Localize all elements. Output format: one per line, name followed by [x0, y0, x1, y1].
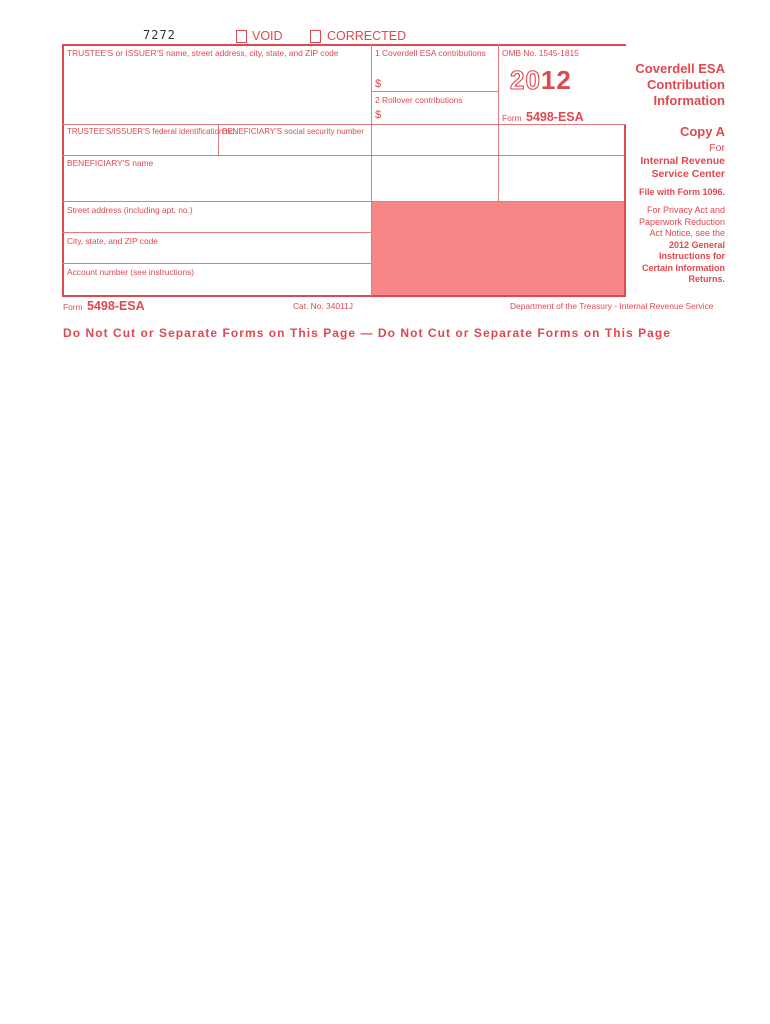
box2-label: 2 Rollover contributions: [375, 95, 463, 105]
privacy-line-4: 2012 General: [668, 239, 725, 250]
trustee-info-label: TRUSTEE'S or ISSUER'S name, street address, city, state, and ZIP code: [67, 48, 339, 58]
privacy-line-6: Certain Information: [641, 262, 725, 273]
divider-h-row3: [62, 201, 624, 202]
city-state-zip-field[interactable]: [63, 246, 370, 262]
privacy-notice: [620, 205, 725, 286]
omb-number: OMB No. 1545-1815: [502, 48, 579, 58]
blank-box-far-right[interactable]: [499, 125, 623, 200]
file-with-1096: File with Form 1096.: [638, 187, 725, 197]
form-code: 7272: [143, 28, 176, 42]
box2-dollar: $: [375, 109, 382, 121]
footer-form-prefix: Form: [63, 302, 83, 312]
divider-h-row4: [62, 232, 371, 233]
footer-department: Department of the Treasury - Internal Revenue Service: [510, 301, 714, 311]
corrected-checkbox[interactable]: [310, 30, 321, 43]
privacy-line-3: Act Notice, see the: [649, 228, 725, 238]
trustee-id-label: TRUSTEE'S/ISSUER'S federal identification no.: [67, 127, 237, 136]
divider-h-box1: [371, 91, 498, 92]
title-line-3: Information: [653, 93, 725, 108]
box1-dollar: $: [375, 78, 382, 90]
do-not-cut-warning: Do Not Cut or Separate Forms on This Page — Do Not Cut or Separate Forms on This Page: [63, 326, 671, 340]
footer-form: [63, 297, 145, 315]
blank-box-mid-right[interactable]: [372, 125, 497, 200]
beneficiary-name-field[interactable]: [63, 168, 370, 200]
form-number: 5498-ESA: [526, 110, 584, 124]
copy-irs-1: Internal Revenue: [640, 155, 725, 167]
tax-year-solid: 12: [540, 65, 572, 95]
footer-cat-no: Cat. No. 34011J: [293, 301, 353, 311]
title-line-1: Coverdell ESA: [635, 61, 725, 76]
privacy-line-2: Paperwork Reduction: [638, 216, 725, 227]
beneficiary-ssn-field[interactable]: [219, 137, 370, 154]
beneficiary-ssn-label: BENEFICIARY'S social security number: [222, 127, 364, 136]
account-number-field[interactable]: [63, 277, 370, 294]
copy-for: [620, 142, 725, 181]
corrected-label: CORRECTED: [327, 29, 407, 43]
form-prefix: Form: [502, 113, 522, 123]
copy-for-text: For: [709, 142, 725, 154]
footer-form-number: 5498-ESA: [87, 299, 145, 313]
box2-field[interactable]: [372, 104, 497, 123]
copy-irs-2: Service Center: [651, 168, 725, 180]
privacy-line-5: Instructions for: [658, 251, 725, 261]
copy-label: Copy A: [679, 124, 725, 139]
trustee-info-field[interactable]: [63, 58, 370, 123]
grid-bottom-line: [62, 295, 626, 297]
void-checkbox[interactable]: [236, 30, 247, 43]
box1-field[interactable]: [372, 58, 497, 90]
beneficiary-name-label: BENEFICIARY'S name: [67, 158, 154, 168]
tax-year: [510, 66, 572, 94]
privacy-line-1: For Privacy Act and: [646, 205, 725, 215]
city-state-zip-label: City, state, and ZIP code: [67, 236, 158, 246]
shaded-area: [371, 201, 624, 295]
privacy-line-7: Returns.: [688, 274, 725, 284]
grid-top-line: [62, 44, 626, 46]
account-number-label: Account number (see instructions): [67, 267, 195, 277]
tax-year-outline: 20: [510, 65, 541, 95]
trustee-id-field[interactable]: [63, 137, 217, 154]
street-address-field[interactable]: [63, 215, 370, 231]
form-name-header: [502, 108, 584, 126]
street-address-label: Street address (including apt. no.): [67, 205, 193, 215]
form-title: [600, 61, 725, 109]
box1-label: 1 Coverdell ESA contributions: [375, 48, 486, 58]
divider-h-row5: [62, 263, 371, 264]
title-line-2: Contribution: [647, 77, 725, 92]
void-label: VOID: [252, 29, 283, 43]
